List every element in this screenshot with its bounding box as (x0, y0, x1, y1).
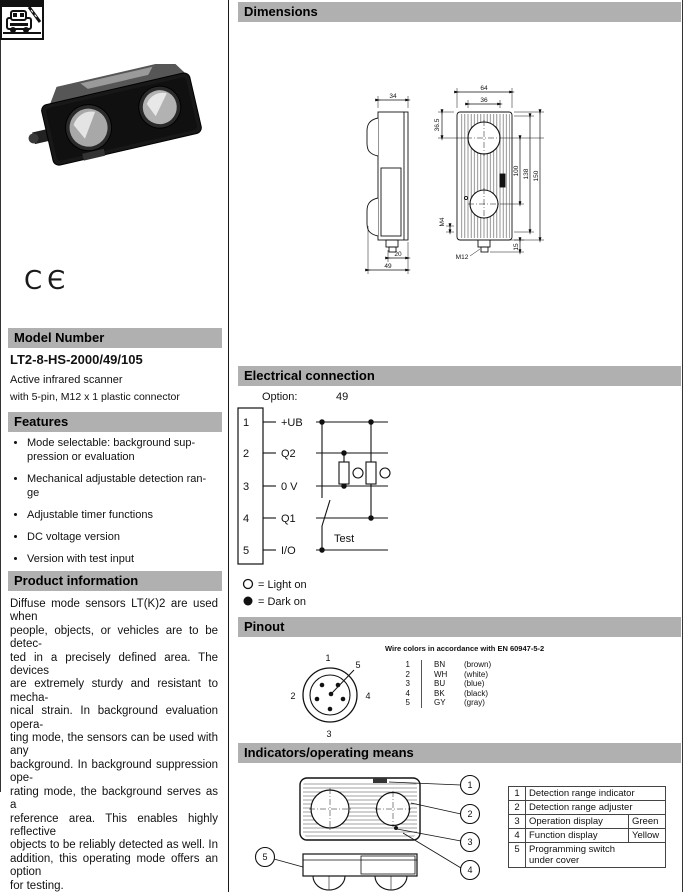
section-header-electrical-connection: Electrical connection (238, 366, 681, 386)
connector-pin-label-4: 4 (365, 691, 371, 701)
dim-side-connector-offset: 20 (394, 251, 402, 258)
wire-row: 5 GY (gray) (405, 698, 485, 707)
option-value: 49 (336, 391, 349, 403)
section-header-product-information: Product information (8, 571, 222, 591)
section-header-pinout: Pinout (238, 617, 681, 637)
indicator-row: 1 Detection range indicator (509, 787, 666, 801)
section-header-indicators: Indicators/operating means (238, 743, 681, 763)
dim-front-connector-thread: M12 (455, 254, 469, 261)
connector-pin-label-5: 5 (355, 660, 361, 670)
pinout-connector-diagram (282, 648, 382, 740)
wire-colors-note: Wire colors in accordance with EN 60947-5-2 (385, 644, 545, 653)
dim-front-width: 64 (480, 85, 488, 92)
connector-pin-label-2: 2 (290, 691, 296, 701)
dim-front-h-total: 150 (533, 170, 540, 182)
option-label: Option: (262, 391, 298, 403)
section-header-dimensions: Dimensions (238, 2, 681, 22)
feature-item: • Version with test input (27, 552, 233, 566)
callout-2: 2 (467, 809, 473, 819)
dim-front-foot: 15 (513, 243, 520, 251)
wire-row: 4 BK (black) (405, 688, 489, 698)
dim-front-lens-offset: 36.5 (434, 118, 441, 132)
test-label: Test (334, 533, 355, 545)
dim-front-thread: M4 (439, 217, 446, 227)
wire-row: 2 WH (white) (405, 669, 489, 679)
pin-label: Q2 (281, 448, 296, 460)
dark-on-text: = Dark on (258, 596, 306, 608)
wire-row: 3 BU (blue) (405, 679, 485, 688)
wire-color-table (398, 660, 519, 708)
model-number: LT2-8-HS-2000/49/105 (10, 352, 143, 367)
feature-item: • DC voltage version (27, 530, 233, 544)
pin-label: 0 V (281, 481, 298, 493)
dimension-drawing (332, 80, 592, 310)
callout-4: 4 (467, 865, 473, 875)
pin-number: 3 (243, 481, 250, 493)
connector-pin-label-3: 3 (326, 729, 332, 739)
wire-row: 1 BN (brown) (405, 660, 492, 669)
model-description-2: with 5-pin, M12 x 1 plastic connector (10, 391, 180, 403)
product-information-text: Diffuse mode sensors LT(K)2 are used when people, objects, or vehicles are to be detec- ted in a precisely defined area. The devices are extremely sturdy and resistant to mecha- nical strain. In background evaluation opera- ting mode, the sensors can be used with any background. In background suppression ope- rating mode, the background serves as a reference area. This enables highly reflective objects to be reliably detected as well. In addition, this operating mode offers an option for testing. (10, 598, 218, 892)
callout-5: 5 (262, 852, 268, 862)
features-list (10, 436, 233, 574)
indicator-row: 2 Detection range adjuster (509, 801, 666, 815)
connector-pin-label-1: 1 (325, 653, 331, 663)
feature-item: • Adjustable timer functions (27, 508, 233, 522)
pin-number: 4 (243, 513, 250, 525)
connection-diagram (236, 386, 536, 622)
pin-number: 5 (243, 545, 250, 557)
pin-terminal-box (238, 408, 263, 564)
feature-item: • Mechanical adjustable detection ran- ge (27, 472, 233, 500)
page-left-edge (0, 0, 1, 792)
pin-label: I/O (281, 545, 296, 557)
dim-side-depth: 49 (384, 263, 392, 270)
dim-front-h-inner: 138 (523, 168, 530, 180)
product-photo (26, 64, 206, 194)
light-on-symbol (244, 580, 253, 589)
indicators-table (508, 786, 666, 868)
pin-label: +UB (281, 417, 303, 429)
callout-1: 1 (467, 780, 473, 790)
light-on-text: = Light on (258, 579, 307, 591)
dim-front-lens-width: 36 (480, 97, 488, 104)
switching-legend (244, 579, 307, 608)
indicator-row: 4 Function display Yellow (509, 829, 666, 843)
indicator-row: 3 Operation display Green (509, 815, 666, 829)
model-description-1: Active infrared scanner (10, 374, 123, 386)
ce-mark: CЄ (24, 266, 71, 296)
dim-side-width: 34 (389, 93, 397, 100)
section-header-model-number: Model Number (8, 328, 222, 348)
pin-number: 2 (243, 448, 250, 460)
indicator-row: 5 Programming switch under cover (509, 843, 666, 868)
feature-item: • Mode selectable: background sup- pression or evaluation (27, 436, 233, 464)
callout-3: 3 (467, 837, 473, 847)
dark-on-symbol (244, 597, 253, 606)
indicators-drawing (245, 770, 505, 892)
dim-front-h-lens: 100 (513, 165, 520, 177)
vehicle-detection-icon (0, 0, 44, 40)
pin-number: 1 (243, 417, 250, 429)
pin-label: Q1 (281, 513, 296, 525)
section-header-features: Features (8, 412, 222, 432)
